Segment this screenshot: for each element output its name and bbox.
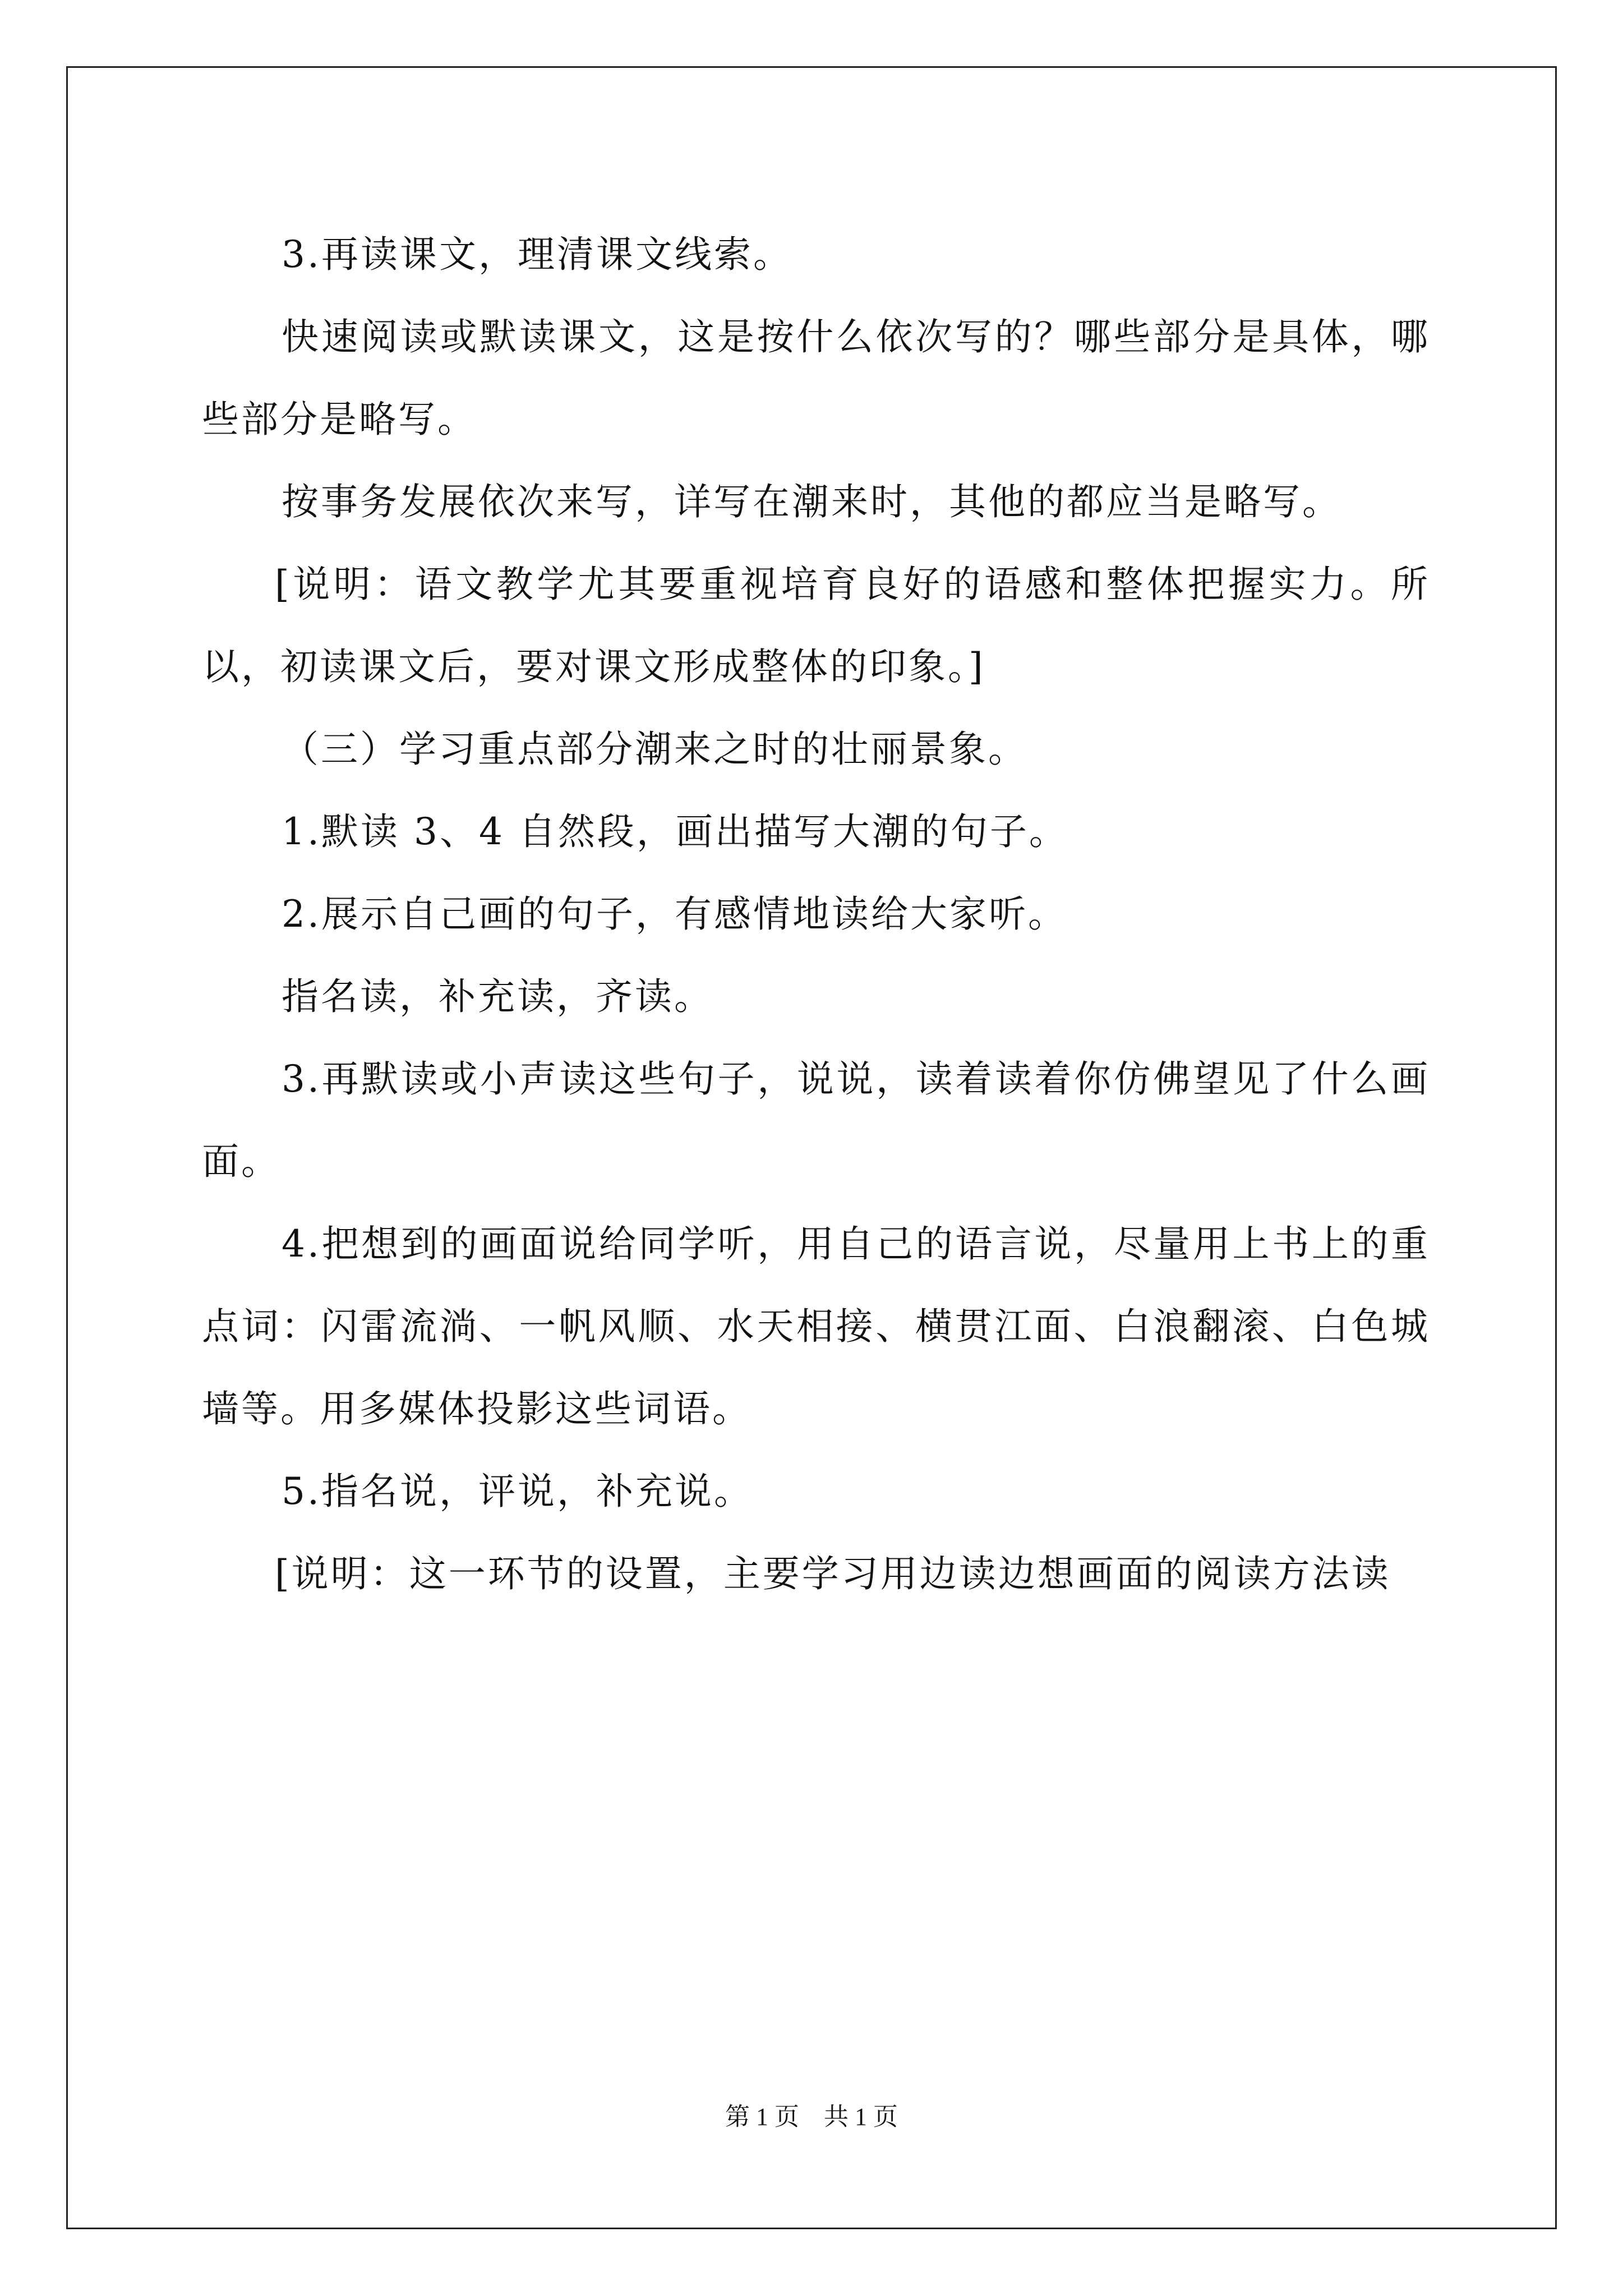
paragraph: 5.指名说，评说，补充说。: [282, 1470, 753, 1513]
paragraph: 2.展示自己画的句子，有感情地读给大家听。: [282, 892, 1067, 936]
paragraph: （三）学习重点部分潮来之时的壮丽景象。: [282, 728, 1027, 771]
paragraph: [说明：这一环节的设置，主要学习用边读边想画面的阅读方法读: [275, 1552, 1391, 1595]
paragraph: 4.把想到的画面说给同学听，用自己的语言说，尽量用上书上的重点词：闪雷流淌、一帆风顺、水天相接、横贯江面、白浪翻滚、白色城墙等。用多媒体投影这些词语。: [202, 1222, 1430, 1430]
paragraph: 1.默读 3、4 自然段，画出描写大潮的句子。: [282, 810, 1068, 853]
paragraph: 按事务发展依次来写，详写在潮来时，其他的都应当是略写。: [282, 480, 1341, 523]
paragraph: 3.再读课文，理清课文线索。: [282, 233, 792, 276]
paragraph: [说明：语文教学尤其要重视培育良好的语感和整体把握实力。所以，初读课文后，要对课文形成整体的印象。]: [202, 563, 1430, 688]
page-footer: 第 1 页 共 1 页: [725, 2103, 898, 2131]
document-body: [202, 213, 1430, 1615]
paragraph: 指名读，补充读，齐读。: [282, 975, 713, 1018]
paragraph: 3.再默读或小声读这些句子，说说，读着读着你仿佛望见了什么画面。: [202, 1057, 1430, 1183]
paragraph: 快速阅读或默读课文，这是按什么依次写的？哪些部分是具体，哪些部分是略写。: [202, 315, 1430, 441]
